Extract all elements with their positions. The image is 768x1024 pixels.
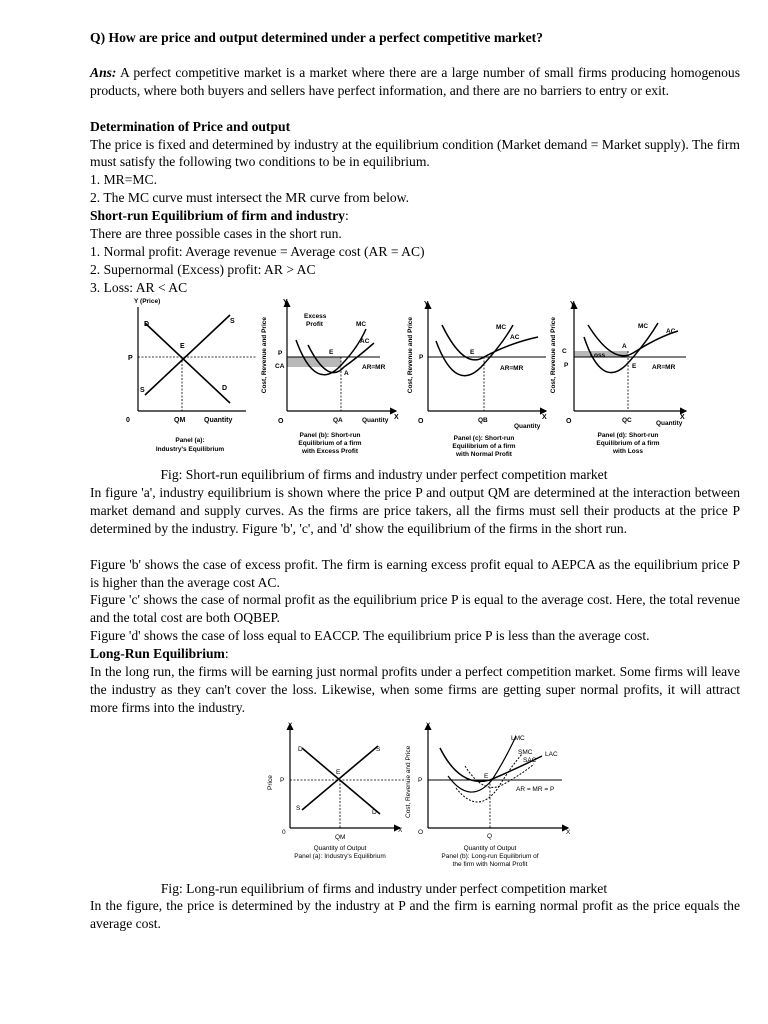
lr-demand-curve [302,748,380,814]
panel-d-y: Y [570,301,575,308]
label-s2: S [140,387,145,394]
lr-panel-b-firm [405,722,571,868]
case-2: 2. Supernormal (Excess) profit: AR > AC [90,262,316,277]
panel-c-mc: MC [496,324,507,331]
paragraph-figure-a: In figure 'a', industry equilibrium is shown where the price P and output QM are determined at the interaction between market demand and supply curves. As the firms are price takers, all the firms must sell their products at the price P determined by the industry. Figure 'b', 'c', and 'd' show the equilibrium of the firms in the short run. [90,485,740,536]
lr-a-o: 0 [282,829,286,836]
panel-a-caption-2: Industry's Equilibrium [155,446,225,453]
panel-d-c: C [562,348,567,355]
condition-1: 1. MR=MC. [90,172,157,187]
panel-d-x: X [680,414,685,421]
panel-c-x: X [542,414,547,421]
panel-b-y: Y [283,299,288,306]
lr-b-ar: AR = MR = P [516,786,555,793]
excess-profit-area [287,357,341,367]
case-1: 1. Normal profit: Average revenue = Average cost (AR = AC) [90,244,425,259]
panel-c-y: Y [424,301,429,308]
panel-b-cap-2: Equilibrium of a firm [298,440,362,447]
answer-label: Ans: [90,65,117,80]
panel-d-a: A [622,343,627,350]
panel-d-e: E [632,363,637,370]
panel-b-excess-1: Excess [304,313,327,320]
panel-b-qa: QA [333,417,343,424]
panel-d-p: P [564,362,569,369]
lr-a-p: P [280,777,285,784]
paragraph-figure-b: Figure 'b' shows the case of excess profit. The firm is earning excess profit equal to AEPCA as the equilibrium price P is higher than the average cost AC. [90,557,740,590]
lr-a-qm: QM [335,834,346,841]
panel-a-caption-1: Panel (a): [175,437,205,444]
panel-b-cap-1: Panel (b): Short-run [299,432,361,439]
panel-d-ac: AC [666,328,676,335]
lr-a-cap-1: Quantity of Output [313,845,367,852]
paragraph-figure-d: Figure 'd' shows the case of loss equal to EACCP. The equilibrium price P is less than the average cost. [90,628,650,643]
case-3: 3. Loss: AR < AC [90,280,188,295]
panel-c-normal-profit [407,301,547,458]
long-run-heading-line: Long-Run Equilibrium: [90,646,229,661]
panel-b-mc: MC [356,321,367,328]
lr-b-lac: LAC [545,751,558,758]
panel-d-qty: Quantity [656,420,683,427]
lr-b-ylabel: Cost, Revenue and Price [405,745,412,818]
lr-b-o: O [418,829,424,836]
lr-a-ylabel: Price [267,775,274,790]
label-origin: 0 [126,417,130,424]
panel-c-qb: QB [478,417,488,424]
lr-a-d2: D [372,809,377,816]
panel-a-supply-curve [145,315,230,395]
lr-b-cap-2: Panel (b): Long-run Equilibrium of [441,853,539,860]
panel-b-excess-profit [261,299,399,455]
lr-b-smc: SMC [518,749,533,756]
panel-d-loss [550,301,686,455]
panel-d-cap-3: with Loss [613,448,643,455]
determination-paragraph: The price is fixed and determined by industry at the equilibrium condition (Market demand = Market supply). The firm must satisfy the following two conditions to be in equilibrium. [90,136,740,170]
panel-a-industry [126,298,256,453]
panel-d-o: O [566,418,572,425]
panel-b-ar: AR=MR [362,364,386,371]
lr-b-cap-1: Quantity of Output [463,845,517,852]
panel-c-ac-curve [442,325,538,360]
label-qm: QM [174,417,186,424]
panel-c-ar: AR=MR [500,365,524,372]
panel-b-p: P [278,350,283,357]
panel-c-cap-2: Equilibrium of a firm [452,443,516,450]
lr-a-s2: S [296,805,301,812]
answer-text: A perfect competitive market is a market where there are a large number of small firms producing homogenous products, where both buyers and sellers have perfect information, and there are no barriers to entry or exit. [90,65,740,98]
lr-a-cap-2: Panel (a): Industry's Equilibrium [294,853,386,860]
panel-d-ar: AR=MR [652,364,676,371]
lr-b-q: Q [487,833,493,840]
heading-short-run: Short-run Equilibrium of firm and industry [90,208,345,223]
panel-a-y-label: Y (Price) [134,298,161,305]
paragraph-figure-c: Figure 'c' shows the case of normal profit as the equilibrium price P is equal to the average cost. Here, the total revenue and the total cost are both OQBEP. [90,592,740,625]
panel-d-cap-2: Equilibrium of a firm [596,440,660,447]
panel-b-x: X [394,414,399,421]
panel-c-p: P [419,354,424,361]
panel-b-ac: AC [360,338,370,345]
label-d: D [144,321,150,328]
question-heading: Q) How are price and output determined under a perfect competitive market? [90,30,543,45]
lr-b-cap-3: the firm with Normal Profit [452,861,528,868]
panel-d-qc: QC [622,417,632,424]
panel-b-ca: CA [275,363,285,370]
lr-b-x: X [566,829,571,836]
short-run-heading-line: Short-run Equilibrium of firm and industry: [90,208,349,223]
conclusion-paragraph: In the figure, the price is determined by the industry at P and the firm is earning normal profit as the price equals the average cost. [90,898,740,931]
label-d2: D [222,385,228,392]
panel-b-a: A [344,370,349,377]
condition-2: 2. The MC curve must intersect the MR curve from below. [90,190,410,205]
panel-c-ac: AC [510,334,520,341]
panel-d-mc: MC [638,323,649,330]
panel-a-demand-curve [145,323,230,403]
panel-d-cap-1: Panel (d): Short-run [597,432,659,439]
lr-b-y: Y [426,722,431,729]
lr-a-y: Y [288,722,293,729]
lr-a-d: D [298,746,303,753]
panel-c-cap-3: with Normal Profit [456,451,512,458]
long-run-paragraph: In the long run, the firms will be earning just normal profits under a perfect competition market. Some firms will leave the industry as they can't cover the loss. Likewise, when some firms are getting super normal profits, it will attract more firms into the industry. [90,664,740,715]
panel-c-cap-1: Panel (c): Short-run [453,435,515,442]
panel-d-y-label: Cost, Revenue and Price [550,317,557,394]
panel-c-qty: Quantity [514,423,541,430]
answer-paragraph [90,64,740,100]
lr-b-lmc: LMC [511,735,525,742]
panel-d-mc-curve [584,323,658,373]
heading-determination: Determination of Price and output [90,119,291,134]
figure-2-caption: Fig: Long-run equilibrium of firms and industry under perfect competition market [160,881,608,896]
long-run-equilibrium-figure [260,718,580,876]
panel-c-e: E [470,349,475,356]
label-p: P [128,355,133,362]
panel-b-excess-2: Profit [306,321,323,328]
lr-panel-a-industry [267,722,406,860]
lr-b-e: E [484,773,489,780]
panel-c-o: O [418,418,424,425]
heading-long-run: Long-Run Equilibrium [90,646,225,661]
lr-b-p: P [418,777,423,784]
panel-b-o: O [278,418,284,425]
panel-b-e: E [329,349,334,356]
figure-1-caption: Fig: Short-run equilibrium of firms and industry under perfect competition market [160,467,608,482]
lr-supply-curve [302,746,378,810]
lr-lmc-curve [448,736,516,792]
short-run-intro: There are three possible cases in the short run. [90,226,342,241]
lr-a-s: S [376,746,381,753]
lr-b-sac: SAC [523,757,537,764]
panel-b-qty: Quantity [362,417,389,424]
lr-a-e: E [336,769,341,776]
label-e: E [180,343,185,350]
panel-c-y-label: Cost, Revenue and Price [407,317,414,394]
label-s: S [230,318,235,325]
lr-a-x: X [398,827,403,834]
short-run-equilibrium-figure [118,295,708,465]
panel-d-loss-label: Loss [590,352,606,359]
label-quantity: Quantity [204,417,233,424]
panel-b-y-label: Cost, Revenue and Price [261,317,268,394]
panel-b-cap-3: with Excess Profit [302,448,358,455]
